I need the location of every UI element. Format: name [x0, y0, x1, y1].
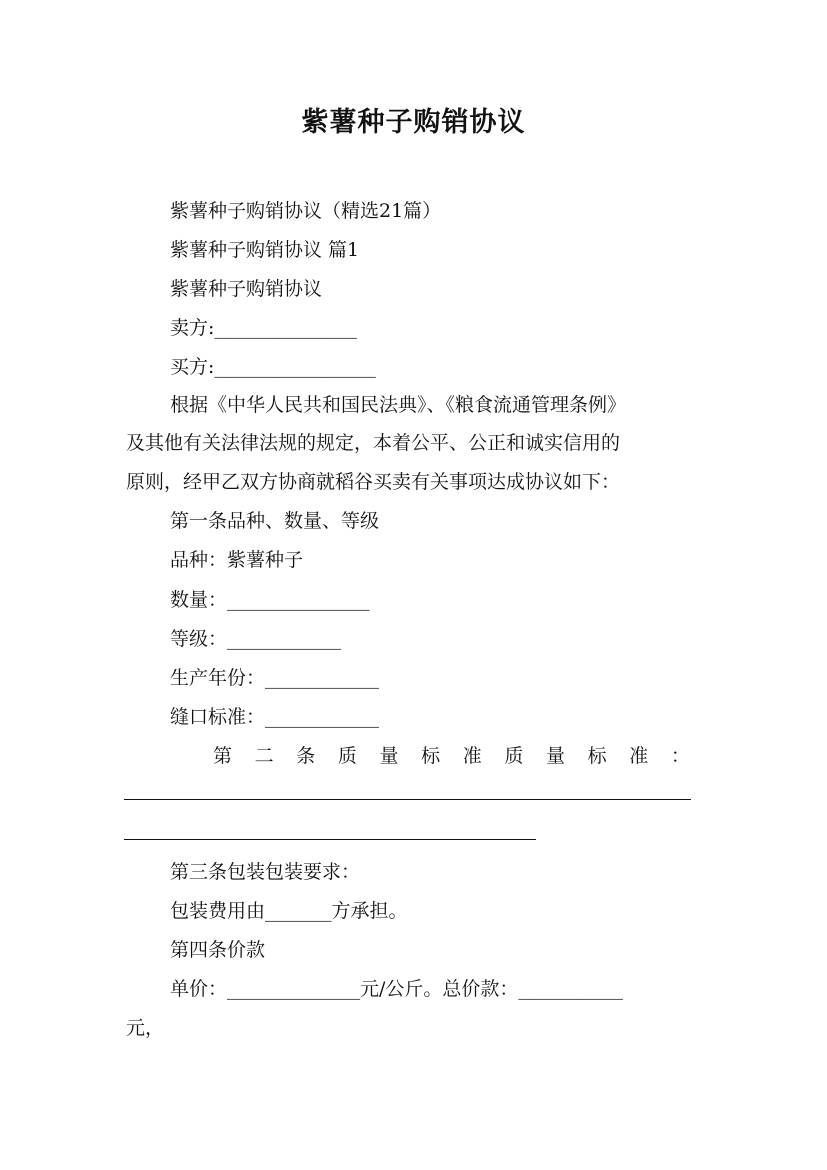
article-2-char: 二: [254, 745, 274, 767]
quantity-line: 数量：_______________: [170, 589, 370, 611]
grade-line: 等级：____________: [170, 628, 342, 650]
inner-title: 紫薯种子购销协议: [170, 278, 323, 300]
standard-line: 缝口标准：____________: [170, 706, 380, 728]
article-2-char: 质: [504, 745, 524, 767]
subtitle: 紫薯种子购销协议（精选21篇）: [170, 200, 442, 222]
article-2-char: 准: [629, 745, 649, 767]
packaging-fee-line: 包装费用由_______方承担。: [170, 900, 408, 922]
document-title: 紫薯种子购销协议: [301, 107, 526, 138]
seller-line: 卖方:_______________: [170, 317, 357, 339]
blank-rule-2: [124, 839, 536, 840]
blank-rule-1: [124, 799, 691, 800]
article-2-char: 准: [462, 745, 482, 767]
article-1-title: 第一条品种、数量、等级: [170, 510, 380, 532]
article-2-char: 量: [546, 745, 566, 767]
article-3-title: 第三条包装包装要求：: [170, 861, 361, 883]
article-2-char: ：: [670, 745, 690, 767]
article-2-char: 质: [337, 745, 357, 767]
variety-line: 品种：紫薯种子: [170, 549, 304, 571]
price-line: 单价：______________元/公斤。总价款：___________: [170, 978, 623, 1000]
buyer-line: 买方:_________________: [170, 356, 376, 378]
year-line: 生产年份：____________: [170, 667, 380, 689]
intro-line-2: 及其他有关法律法规的规定，本着公平、公正和诚实信用的: [126, 432, 621, 454]
part-heading: 紫薯种子购销协议 篇1: [170, 239, 360, 261]
intro-line-3: 原则，经甲乙双方协商就稻谷买卖有关事项达成协议如下：: [126, 471, 621, 493]
article-2-title: [213, 742, 690, 770]
intro-line-1: 根据《中华人民共和国民法典》、《粮食流通管理条例》: [170, 394, 627, 416]
price-tail: 元，: [126, 1017, 165, 1039]
article-2-char: 条: [296, 745, 316, 767]
article-4-title: 第四条价款: [170, 939, 266, 961]
article-2-char: 量: [379, 745, 399, 767]
article-2-char: 标: [587, 745, 607, 767]
article-2-char: 标: [421, 745, 441, 767]
article-2-char: 第: [213, 745, 233, 767]
